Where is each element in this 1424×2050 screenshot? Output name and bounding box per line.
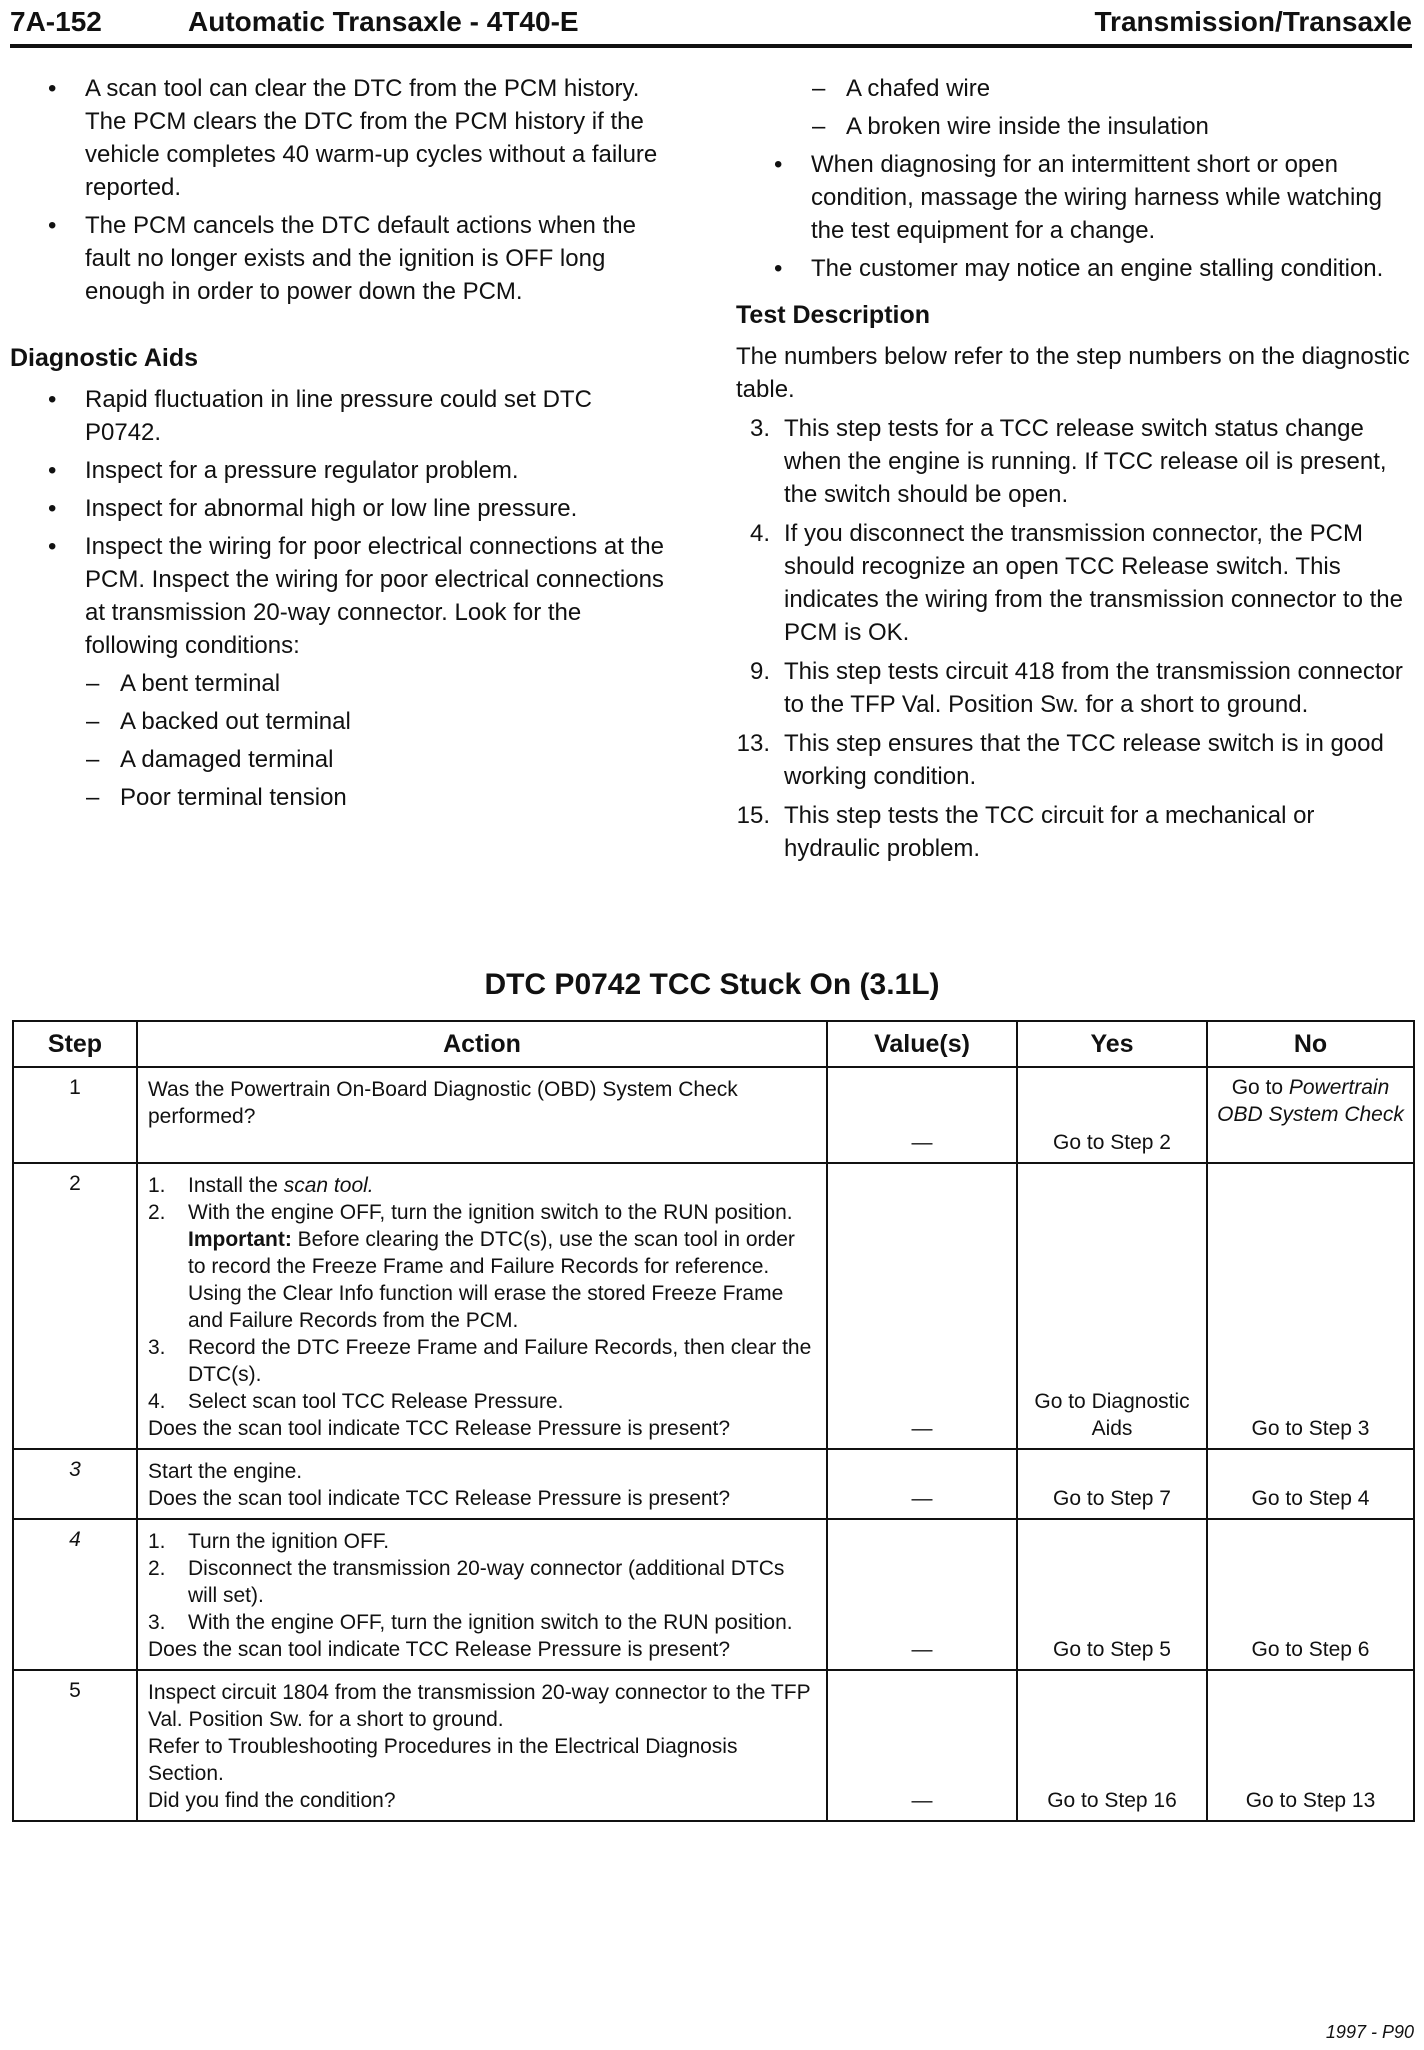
substep-text: Select scan tool TCC Release Pressure. — [188, 1390, 564, 1413]
substep-number: 4. — [148, 1390, 166, 1413]
important-text: Before clearing the DTC(s), use the scan tool in order to record the Freeze Frame and Failure Records for reference. Using the Clear Info function will erase the stored Freeze Frame and Failure Records from the PCM. — [188, 1228, 795, 1332]
condition-item: – A backed out terminal — [10, 705, 670, 738]
condition-item: – A chafed wire — [736, 72, 1412, 105]
substep-number: 1. — [148, 1174, 166, 1197]
right-bullet: • The customer may notice an engine stalling condition. — [736, 252, 1412, 285]
step-number: 2 — [13, 1163, 137, 1449]
substep-number: 3. — [148, 1611, 166, 1634]
yes-cell: Go to Step 2 — [1017, 1067, 1207, 1163]
condition-item: – Poor terminal tension — [10, 781, 670, 814]
action-substep — [148, 1172, 816, 1199]
table-header-row — [13, 1021, 1414, 1067]
substep-text: Turn the ignition OFF. — [188, 1530, 390, 1553]
test-step-number: 13. — [736, 730, 770, 757]
substep-number: 1. — [148, 1530, 166, 1553]
test-step — [736, 517, 1412, 649]
table-row — [13, 1163, 1414, 1449]
header-values: Value(s) — [827, 1021, 1017, 1067]
no-cell: Go to Step 6 — [1207, 1519, 1414, 1670]
page-footer: 1997 - P90 — [1325, 2022, 1414, 2042]
value-cell: — — [827, 1670, 1017, 1821]
table-row — [13, 1670, 1414, 1821]
test-step-number: 4. — [749, 520, 770, 547]
yes-cell: Go to Step 16 — [1017, 1670, 1207, 1821]
action-question: Does the scan tool indicate TCC Release Pressure is present? — [148, 1417, 731, 1440]
test-step-text: This step tests the TCC circuit for a mechanical or hydraulic problem. — [784, 802, 1315, 862]
action-line: Start the engine. — [148, 1460, 303, 1483]
table-row — [13, 1449, 1414, 1519]
condition-item: – A broken wire inside the insulation — [736, 110, 1412, 143]
diagnostic-aids-heading: Diagnostic Aids — [10, 344, 198, 372]
substep-text: With the engine OFF, turn the ignition switch to the RUN position. — [188, 1611, 793, 1634]
action-cell — [137, 1670, 827, 1821]
value-cell: — — [827, 1163, 1017, 1449]
table-title: DTC P0742 TCC Stuck On (3.1L) — [484, 968, 940, 1001]
important-note — [148, 1226, 816, 1334]
test-step — [736, 655, 1412, 721]
action-question: Does the scan tool indicate TCC Release Pressure is present? — [148, 1638, 731, 1661]
no-cell: Go to Step 4 — [1207, 1449, 1414, 1519]
right-bullet: • When diagnosing for an intermittent short or open condition, massage the wiring harness while watching the test equipment for a change. — [736, 148, 1412, 247]
action-question: Did you find the condition? — [148, 1789, 396, 1812]
test-description-heading: Test Description — [736, 301, 931, 329]
no-prefix: Go to — [1231, 1076, 1284, 1099]
substep-number: 3. — [148, 1336, 166, 1359]
test-description-intro: The numbers below refer to the step numbers on the diagnostic table. — [736, 343, 1410, 403]
left-column — [10, 72, 670, 819]
test-step-number: 3. — [749, 415, 770, 442]
no-cell — [1207, 1067, 1414, 1163]
action-cell — [137, 1519, 827, 1670]
no-cell: Go to Step 13 — [1207, 1670, 1414, 1821]
table-row — [13, 1519, 1414, 1670]
right-bullets — [736, 148, 1412, 285]
action-substep — [148, 1609, 816, 1636]
value-cell: — — [827, 1449, 1017, 1519]
section-title: Automatic Transaxle - 4T40-E — [188, 6, 579, 37]
action-substep — [148, 1528, 816, 1555]
substep-text: Record the DTC Freeze Frame and Failure Records, then clear the DTC(s). — [188, 1336, 812, 1386]
no-cell: Go to Step 3 — [1207, 1163, 1414, 1449]
step-number: 3 — [13, 1449, 137, 1519]
substep-text: Install the — [188, 1174, 278, 1197]
test-step — [736, 412, 1412, 511]
substep-text: With the engine OFF, turn the ignition switch to the RUN position. — [188, 1201, 793, 1224]
value-cell: — — [827, 1067, 1017, 1163]
diagnostic-aid: • Rapid fluctuation in line pressure could set DTC P0742. — [10, 383, 670, 449]
test-step-text: This step tests for a TCC release switch status change when the engine is running. If TCC release oil is present, the switch should be open. — [784, 415, 1387, 508]
test-step-text: If you disconnect the transmission connector, the PCM should recognize an open TCC Release switch. This indicates the wiring from the transmission connector to the PCM is OK. — [784, 520, 1403, 646]
condition-item: – A bent terminal — [10, 667, 670, 700]
test-description-steps — [736, 412, 1412, 865]
header-step: Step — [13, 1021, 137, 1067]
action-substep — [148, 1555, 816, 1609]
intro-bullets — [10, 72, 670, 308]
test-step-text: This step tests circuit 418 from the transmission connector to the TFP Val. Position Sw. for a short to ground. — [784, 658, 1403, 718]
action-substep — [148, 1334, 816, 1388]
substep-number: 2. — [148, 1557, 166, 1580]
test-step-number: 15. — [736, 802, 770, 829]
action-line: Inspect circuit 1804 from the transmission 20-way connector to the TFP Val. Position Sw. for a short to ground. — [148, 1681, 811, 1731]
intro-bullet: • The PCM cancels the DTC default actions when the fault no longer exists and the ignition is OFF long enough in order to power down the PCM. — [10, 209, 670, 308]
condition-item: – A damaged terminal — [10, 743, 670, 776]
yes-cell: Go to Step 5 — [1017, 1519, 1207, 1670]
diagnostic-table — [12, 1020, 1415, 1822]
substep-text: Disconnect the transmission 20-way connector (additional DTCs will set). — [188, 1557, 785, 1607]
action-substep — [148, 1388, 816, 1415]
test-step-text: This step ensures that the TCC release switch is in good working condition. — [784, 730, 1384, 790]
no-link-text: Powertrain OBD System Check — [1217, 1076, 1404, 1126]
step-number: 5 — [13, 1670, 137, 1821]
substep-number: 2. — [148, 1201, 166, 1224]
action-sublist — [148, 1528, 816, 1636]
test-step — [736, 799, 1412, 865]
table-row — [13, 1067, 1414, 1163]
action-line: Refer to Troubleshooting Procedures in the Electrical Diagnosis Section. — [148, 1735, 738, 1785]
action-cell — [137, 1163, 827, 1449]
right-column — [736, 72, 1412, 871]
action-substep — [148, 1199, 816, 1226]
action-question: Does the scan tool indicate TCC Release Pressure is present? — [148, 1487, 731, 1510]
diagnostic-aid: • Inspect the wiring for poor electrical connections at the PCM. Inspect the wiring for poor electrical connections at transmission 20-way connector. Look for the following conditions: — [10, 530, 670, 662]
page-number: 7A-152 — [10, 6, 102, 37]
action-sublist — [148, 1334, 816, 1415]
chapter-title: Transmission/Transaxle — [1094, 6, 1412, 37]
step-number: 4 — [13, 1519, 137, 1670]
diagnostic-aid: • Inspect for abnormal high or low line pressure. — [10, 492, 670, 525]
test-step-number: 9. — [749, 658, 770, 685]
header-action: Action — [137, 1021, 827, 1067]
substep-italic: scan tool. — [283, 1174, 374, 1197]
test-step — [736, 727, 1412, 793]
step-number: 1 — [13, 1067, 137, 1163]
header-no: No — [1207, 1021, 1414, 1067]
condition-list-continued — [736, 72, 1412, 143]
yes-cell: Go to Step 7 — [1017, 1449, 1207, 1519]
action-cell — [137, 1449, 827, 1519]
page-header — [10, 4, 1412, 48]
diagnostic-aid: • Inspect for a pressure regulator problem. — [10, 454, 670, 487]
action-sublist — [148, 1172, 816, 1226]
value-cell: — — [827, 1519, 1017, 1670]
action-cell: Was the Powertrain On-Board Diagnostic (OBD) System Check performed? — [137, 1067, 827, 1163]
diagnostic-aids-list — [10, 383, 670, 662]
condition-list — [10, 667, 670, 814]
yes-cell: Go to Diagnostic Aids — [1017, 1163, 1207, 1449]
header-yes: Yes — [1017, 1021, 1207, 1067]
important-label: Important: — [188, 1228, 292, 1251]
intro-bullet: • A scan tool can clear the DTC from the PCM history. The PCM clears the DTC from the PCM history if the vehicle completes 40 warm-up cycles without a failure reported. — [10, 72, 670, 204]
